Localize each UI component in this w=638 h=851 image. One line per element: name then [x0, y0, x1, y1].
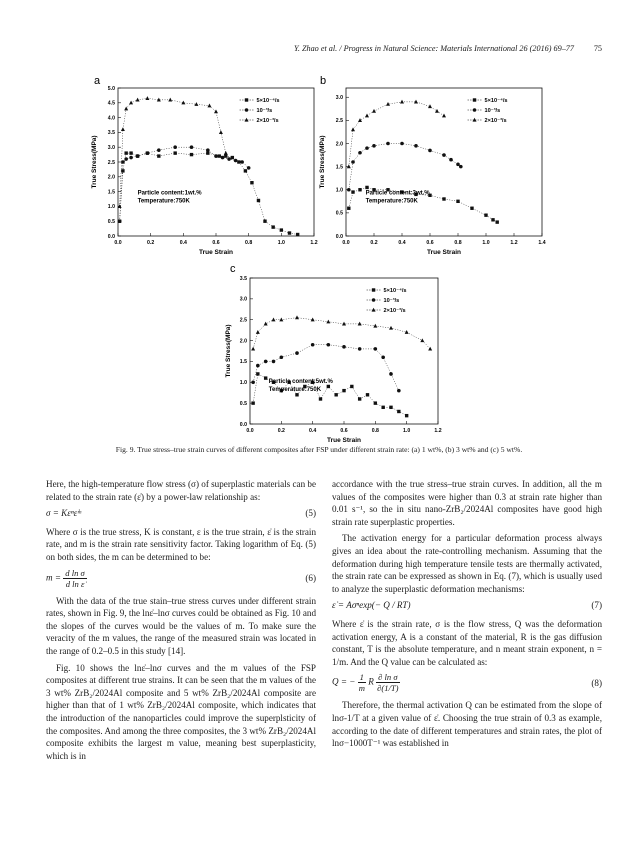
paragraph: Therefore, the thermal activation Q can be estimated from the slope of lnσ-1/T at a given value of ε̇. Choosing the true strain of 0.3 as example, according to the date of different temperatures and strain rates, the plot of lnσ−1000T⁻¹ was established in [332, 700, 602, 749]
data-point [373, 324, 377, 328]
y-tick-label: 4.5 [107, 100, 115, 107]
x-tick-label: 1.2 [434, 428, 442, 434]
x-axis-label: True Strain [427, 249, 461, 256]
data-point [190, 145, 194, 149]
data-point [397, 410, 400, 413]
legend-marker [245, 118, 249, 122]
data-point [372, 144, 376, 148]
legend-marker [473, 118, 477, 122]
data-point [124, 157, 128, 161]
x-tick-label: 1.2 [510, 240, 518, 246]
data-point [129, 151, 132, 154]
data-point [190, 153, 193, 156]
y-tick-label: 5.0 [107, 85, 115, 92]
x-tick-label: 0.6 [340, 428, 348, 434]
chart-panel-b [316, 72, 550, 260]
figure-caption: Fig. 9. True stress–true strain curves of different composites after FSP under different strain rate: (a) 1 wt%, (b) 3 wt% and (c) 5 wt%. [115, 445, 523, 454]
data-point [342, 322, 346, 326]
y-tick-label: 1.5 [335, 164, 343, 171]
data-point [264, 360, 268, 364]
data-point [219, 130, 223, 134]
y-tick-label: 1.5 [107, 189, 115, 196]
x-tick-label: 1.0 [277, 240, 285, 246]
legend-label: 10⁻³/s [256, 108, 273, 114]
data-point [168, 98, 172, 102]
equation-8: Q = − $\frac{1}{m}$ R $\frac{\text{∂ ln σ}}{\partial(1/T)}$ (8) [332, 672, 602, 694]
data-point [347, 188, 351, 192]
data-point [326, 320, 330, 324]
y-tick-label: 1.0 [239, 380, 247, 387]
data-point [121, 127, 125, 131]
data-point [244, 169, 247, 172]
data-point [342, 389, 345, 392]
data-point [414, 100, 418, 104]
data-point [118, 219, 122, 223]
data-point [224, 151, 228, 155]
chart-panel-a [88, 72, 326, 260]
data-point [251, 347, 255, 351]
data-point [296, 233, 299, 236]
data-point [334, 393, 337, 396]
data-point [428, 347, 432, 351]
x-tick-label: 0.8 [454, 240, 462, 246]
data-point [214, 109, 218, 113]
data-point [327, 343, 331, 347]
x-tick-label: 0.6 [212, 240, 220, 246]
annotation: Temperature:750K [137, 198, 190, 205]
data-point [350, 385, 353, 388]
y-tick-label: 2.5 [107, 159, 115, 166]
data-point [374, 347, 378, 351]
annotation: Particle content:5wt.% [268, 379, 333, 386]
series-1 [347, 142, 463, 192]
data-point [449, 158, 453, 162]
legend-label: 5×10⁻⁴/s [256, 98, 280, 104]
equation-6: m = $\frac{\text{d ln σ}}{\text{d ln ε̇}}$ (6) [46, 567, 316, 589]
paragraph: Here, the high-temperature flow stress (σ) of superplastic materials can be related to the strain rate (ε̇) by a power-law relationship as: [46, 479, 316, 502]
data-point [295, 351, 299, 355]
right-column [332, 478, 602, 754]
data-point [428, 149, 432, 153]
data-point [263, 220, 266, 223]
data-point [272, 318, 276, 322]
y-tick-label: 0.0 [335, 233, 343, 240]
running-header [36, 44, 602, 58]
data-point [145, 96, 149, 100]
data-point [136, 98, 140, 102]
data-point [279, 318, 283, 322]
data-point [240, 160, 244, 164]
data-point [256, 364, 260, 368]
data-point [358, 322, 362, 326]
data-point [280, 228, 283, 231]
x-tick-label: 0.6 [426, 240, 434, 246]
data-point [237, 160, 240, 163]
paragraph: Where ε̇ is the strain rate, σ is the flow stress, Q was the deformation activation energy, A is a constant of the material, R is the gas diffusion constant, T is the absolute temperature, and n meant strain exponent, n = 1/m. And the Q value can be calculated as: [332, 618, 602, 667]
y-tick-label: 3.0 [335, 95, 343, 102]
data-point [173, 145, 177, 149]
panel-label: a [94, 75, 101, 87]
data-point [351, 127, 355, 131]
x-tick-label: 0.0 [114, 240, 122, 246]
data-point [420, 338, 424, 342]
data-point [459, 165, 463, 169]
data-point [224, 154, 227, 157]
data-point [264, 376, 267, 379]
legend-marker [245, 108, 249, 112]
data-point [386, 142, 390, 146]
y-tick-label: 0.0 [239, 421, 247, 428]
data-point [272, 360, 276, 364]
data-point [381, 406, 384, 409]
left-column [46, 478, 316, 766]
journal-citation: Y. Zhao et al. / Progress in Natural Science: Materials International 26 (2016) 69–77 [294, 44, 574, 53]
data-point [358, 347, 362, 351]
legend-label: 5×10⁻⁴/s [484, 98, 508, 104]
data-point [456, 163, 460, 167]
data-point [456, 200, 459, 203]
annotation: Particle content:3wt.% [365, 190, 430, 197]
y-tick-label: 0.0 [107, 233, 115, 240]
data-point [484, 213, 487, 216]
data-point [234, 159, 238, 163]
x-tick-label: 0.4 [398, 240, 406, 246]
legend-label: 2×10⁻³/s [484, 118, 507, 124]
data-point [400, 142, 404, 146]
paragraph: With the data of the true stain–true stress curves under different strain rates, shown in Fig. 9, the lnε̇–lnσ curves could be obtained as Fig. 10 and the slopes of the curves would be the values of m. To make sure the veracity of the m values, the range of the measured strain was located in the range of 0.2–0.5 in this study [14]. [46, 595, 316, 656]
y-tick-label: 2.0 [335, 141, 343, 148]
data-point [327, 385, 330, 388]
y-tick-label: 3.5 [239, 275, 247, 282]
data-point [389, 372, 393, 376]
y-tick-label: 0.5 [239, 400, 247, 407]
data-point [227, 157, 231, 161]
series-2 [347, 100, 446, 169]
y-tick-label: 3.5 [107, 130, 115, 137]
data-point [206, 148, 210, 152]
data-point [351, 190, 354, 193]
data-point [347, 207, 350, 210]
data-point [250, 181, 253, 184]
data-point [381, 355, 385, 359]
data-point [397, 389, 401, 393]
legend-marker [372, 298, 376, 302]
series-2 [251, 315, 432, 350]
x-axis-label: True Strain [327, 437, 361, 444]
legend-label: 2×10⁻³/s [383, 308, 406, 314]
equation-7: ε̇ = Aσⁿexp(− Q / RT) (7) [332, 600, 602, 611]
y-axis-label: True Stress(MPa) [225, 324, 232, 378]
page-number: 75 [593, 44, 602, 53]
data-point [389, 406, 392, 409]
y-tick-label: 2.0 [239, 338, 247, 345]
data-point [136, 154, 140, 158]
legend-marker [473, 108, 477, 112]
x-tick-label: 0.0 [342, 240, 350, 246]
data-point [351, 160, 355, 164]
data-point [405, 414, 408, 417]
x-tick-label: 0.2 [370, 240, 378, 246]
annotation: Temperature:750K [268, 387, 322, 394]
legend-marker [473, 98, 476, 101]
data-point [442, 114, 446, 118]
y-tick-label: 0.5 [107, 219, 115, 225]
data-point [295, 393, 298, 396]
equation-5: σ = Kεⁿε̇ᵐ (5) [46, 508, 316, 519]
data-point [496, 220, 499, 223]
data-point [358, 397, 361, 400]
data-point [365, 186, 368, 189]
y-tick-label: 2.0 [107, 174, 115, 181]
x-tick-label: 1.0 [403, 428, 411, 434]
data-point [311, 343, 315, 347]
y-tick-label: 1.0 [107, 204, 115, 211]
data-point [319, 397, 322, 400]
data-point [251, 401, 254, 404]
y-tick-label: 4.0 [107, 115, 115, 122]
x-tick-label: 1.0 [482, 240, 490, 246]
data-point [214, 154, 218, 158]
data-point [288, 231, 291, 234]
y-tick-label: 3.0 [107, 145, 115, 151]
legend-label: 10⁻³/s [383, 298, 400, 304]
y-axis-label: True Stress(MPa) [91, 135, 98, 189]
chart-panel-c [222, 266, 448, 444]
paragraph: Where σ is the true stress, K is constant, ε is the true strain, ε̇ is the strain rate, and m is the strain rate sensitivity factor. Taking logarithm of Eq. (5) on both sides, the m can be determined to be: [46, 526, 316, 562]
data-point [374, 401, 377, 404]
data-point [414, 144, 418, 148]
plot-frame [346, 88, 542, 236]
y-tick-label: 1.0 [335, 187, 343, 194]
data-point [173, 151, 176, 154]
series-line [253, 318, 430, 349]
data-point [221, 156, 225, 160]
paragraph: The activation energy for a particular deformation process always gives an idea about the rate-controlling mechanism. Assuming that the deformation during high temperature tensile tests are thermally activated, the strain rate can be expressed as shown in Eq. (7), which is usually used to analyze the superplastic deformation mechanisms: [332, 533, 602, 594]
data-point [358, 118, 362, 122]
data-point [256, 330, 260, 334]
data-point [146, 151, 150, 155]
y-axis-label: True Stress(MPa) [319, 135, 326, 189]
paragraph: Fig. 10 shows the lnε̇–lnσ curves and the m values of the FSP composites at different true strains. It can be seen that the m values of the 3 wt% ZrB₂/2024Al composite and 5 wt% ZrB₂/2024Al composite are higher than that of 1 wt% ZrB₂/2024Al composite, which indicates that the introduction of the nanoparticles could improve the superplsticity of the composites. And among the three composites, the 3 wt% ZrB₂/2024Al composite exhibits the largest m value, meaning best superplasticity, which is in [46, 662, 316, 761]
data-point [271, 225, 274, 228]
x-tick-label: 0.4 [179, 240, 187, 246]
data-point [442, 197, 445, 200]
y-tick-label: 1.5 [239, 359, 247, 366]
legend-label: 5×10⁻⁴/s [383, 288, 407, 294]
data-point [295, 315, 299, 319]
legend-marker [372, 288, 375, 291]
data-point [491, 218, 494, 221]
series-line [349, 102, 444, 167]
legend-label: 10⁻³/s [484, 108, 501, 114]
y-tick-label: 2.5 [335, 118, 343, 125]
data-point [358, 188, 361, 191]
legend-marker [245, 98, 248, 101]
data-point [247, 166, 251, 170]
data-point [342, 345, 346, 349]
data-point [366, 393, 369, 396]
plot-frame [250, 278, 438, 424]
panel-label: b [320, 75, 327, 87]
legend-label: 2×10⁻³/s [256, 118, 279, 124]
annotation: Temperature:750K [365, 198, 418, 205]
x-tick-label: 0.8 [371, 428, 379, 434]
data-point [256, 372, 259, 375]
data-point [365, 114, 369, 118]
y-tick-label: 0.5 [335, 210, 343, 217]
x-tick-label: 0.8 [245, 240, 253, 246]
data-point [157, 154, 160, 157]
data-point [218, 154, 221, 157]
data-point [435, 109, 439, 113]
data-point [389, 326, 393, 330]
data-point [358, 151, 362, 155]
data-point [129, 101, 133, 105]
x-tick-label: 0.2 [147, 240, 155, 246]
data-point [157, 148, 161, 152]
data-point [121, 169, 124, 172]
x-tick-label: 1.4 [538, 240, 546, 246]
data-point [280, 355, 284, 359]
y-tick-label: 3.0 [239, 296, 247, 303]
data-point [264, 322, 268, 326]
data-point [257, 199, 260, 202]
x-tick-label: 0.2 [277, 428, 285, 434]
data-point [124, 151, 127, 154]
x-axis-label: True Strain [199, 249, 233, 256]
annotation: Particle content:1wt.% [137, 190, 202, 197]
data-point [251, 380, 255, 384]
series-line [349, 144, 461, 190]
data-point [442, 153, 446, 157]
x-tick-label: 1.2 [310, 240, 318, 246]
data-point [231, 156, 234, 159]
data-point [365, 146, 369, 150]
y-tick-label: 2.5 [239, 317, 247, 324]
x-tick-label: 0.4 [309, 428, 317, 434]
data-point [207, 104, 211, 108]
paragraph: accordance with the true stress–true strain curves. In addition, all the m values of the composites were higher than 0.3 at strain rate higher than 0.01 s⁻¹, so the in situ nano-ZrB₂/2024Al composites have good high strain rate superplastic properties. [332, 479, 602, 527]
data-point [470, 207, 473, 210]
data-point [129, 156, 133, 160]
panel-label: c [230, 266, 236, 275]
x-tick-label: 0.0 [246, 428, 254, 434]
data-point [400, 100, 404, 104]
data-point [372, 109, 376, 113]
